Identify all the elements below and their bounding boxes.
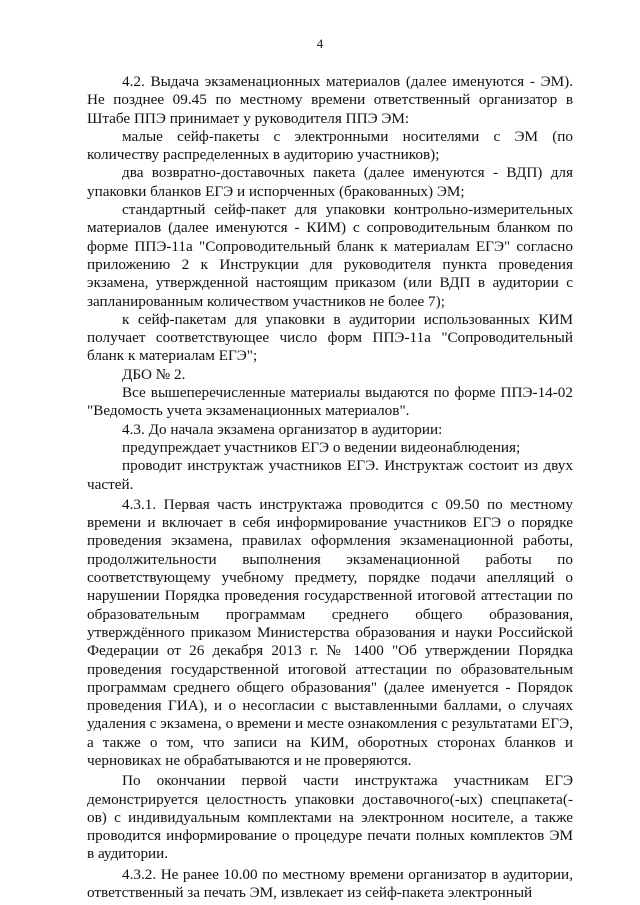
list-item-vdp-packets: два возвратно-доставочных пакета (далее именуются - ВДП) для упаковки бланков ЕГЭ и испорченных (бракованных) ЭМ; (87, 164, 573, 200)
paragraph-4-3-2: 4.3.2. Не ранее 10.00 по местному времени организатор в аудитории, ответственный за печать ЭМ, извлекает из сейф-пакета электронный (87, 865, 573, 902)
paragraph-materials-issued: Все вышеперечисленные материалы выдаются по форме ППЭ-14-02 "Ведомость учета экзаменационных материалов". (87, 384, 573, 420)
paragraph-after-first-part: По окончании первой части инструктажа участникам ЕГЭ демонстрируется целостность упаковки доставочного(-ых) спецпакета(-ов) с индивидуальным комплектами на электронном носителе, а также проводится информирование о процедуре печати полных комплектов ЭМ в аудитории. (87, 772, 573, 863)
list-item-safe-packets: малые сейф-пакеты с электронными носителями с ЭМ (по количеству распределенных в аудиторию участников); (87, 127, 573, 164)
list-item-standard-safe-packet: стандартный сейф-пакет для упаковки контрольно-измерительных материалов (далее именуются - КИМ) с сопроводительным бланком по форме ППЭ-11а "Сопроводительный бланк к материалам ЕГЭ" согласно приложению 2 к Инструкции для руководителя пункта проведения экзамена, утвержденной настоящим приказом (или ВДП в аудитории с запланированным количеством участников не более 7); (87, 201, 573, 310)
paragraph-4-2: 4.2. Выдача экзаменационных материалов (далее именуются - ЭМ). Не позднее 09.45 по местному времени ответственный организатор в Штабе ППЭ принимает у руководителя ППЭ ЭМ: (87, 73, 573, 127)
list-item-video-warning: предупреждает участников ЕГЭ о ведении видеонаблюдения; (122, 438, 521, 456)
list-item-forms-ppe-11a: к сейф-пакетам для упаковки в аудитории использованных КИМ получает соответствующее число форм ППЭ-11а "Сопроводительный бланк к материалам ЕГЭ"; (87, 310, 573, 365)
paragraph-4-3: 4.3. До начала экзамена организатор в аудитории: (122, 420, 443, 438)
list-item-briefing: проводит инструктаж участников ЕГЭ. Инструктаж состоит из двух частей. (87, 457, 573, 493)
document-body (87, 73, 573, 902)
list-item-dbo: ДБО № 2. (122, 365, 186, 383)
page-number: 4 (316, 36, 324, 51)
paragraph-4-3-1: 4.3.1. Первая часть инструктажа проводится с 09.50 по местному времени и включает в себя информирование участников ЕГЭ о порядке проведения экзамена, правилах оформления экзаменационной работы, продолжительности выполнения экзаменационной работы по соответствующему учебному предмету, порядке подачи апелляций о нарушении Порядка проведения государственной итоговой аттестации по образовательным программам среднего общего образования, утверждённого приказом Министерства образования и науки Российской Федерации от 26 декабря 2013 г. № 1400 "Об утверждении Порядка проведения государственной итоговой аттестации по образовательным программам среднего общего образования" (далее именуется - Порядок проведения ГИА), и о несогласии с выставленными баллами, о случаях удаления с экзамена, о времени и месте ознакомления с результатами ЕГЭ, а также о том, что записи на КИМ, оборотных сторонах бланков и черновиках не обрабатываются и не проверяются. (87, 495, 573, 769)
